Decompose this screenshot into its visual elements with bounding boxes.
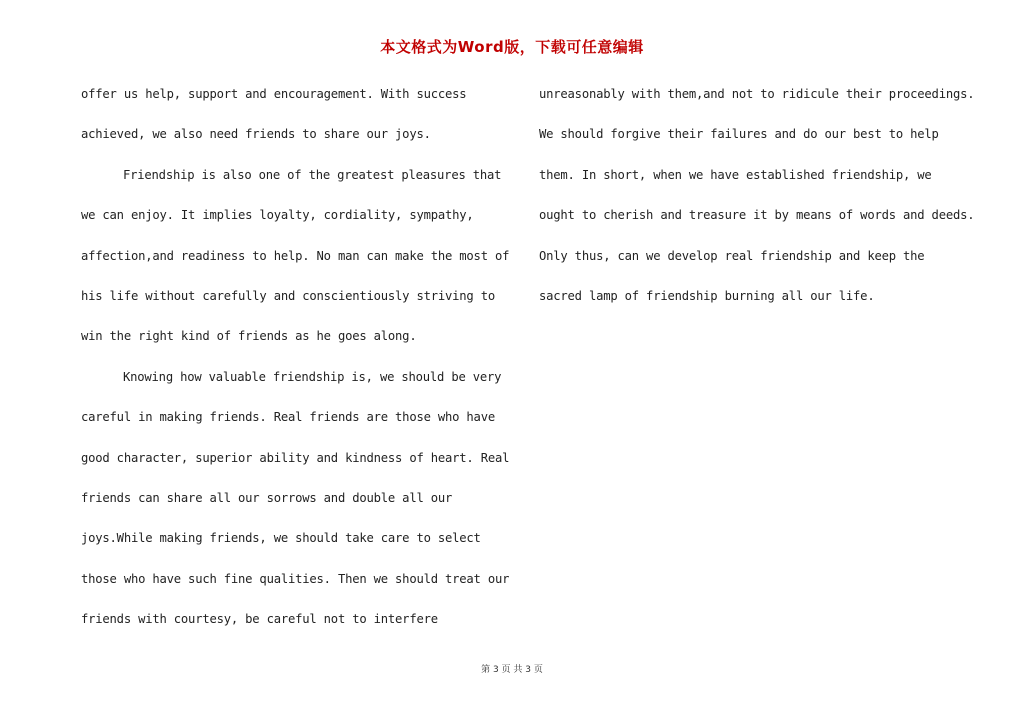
text-line: achieved, we also need friends to share our joys.	[81, 127, 431, 142]
text-line: win the right kind of friends as he goes along.	[81, 329, 417, 344]
text-line: Knowing how valuable friendship is, we should be very	[123, 369, 502, 384]
text-line: sacred lamp of friendship burning all our life.	[539, 288, 875, 303]
text-line: his life without carefully and conscientiously striving to	[81, 288, 495, 303]
text-line: those who have such fine qualities. Then we should treat our	[81, 571, 510, 586]
text-line: friends with courtesy, be careful not to interfere	[81, 612, 438, 627]
text-line: ought to cherish and treasure it by means of words and deeds.	[539, 208, 975, 223]
text-line: careful in making friends. Real friends are those who have	[81, 410, 495, 425]
text-line: joys.While making friends, we should take care to select	[81, 531, 481, 546]
text-line: affection,and readiness to help. No man can make the most of	[81, 248, 510, 263]
left-text-column	[81, 84, 510, 649]
page-footer: 第 3 页 共 3 页	[481, 665, 543, 675]
text-line: we can enjoy. It implies loyalty, cordiality, sympathy,	[81, 208, 474, 223]
text-line: Only thus, can we develop real friendship and keep the	[539, 248, 925, 263]
right-text-column	[539, 84, 975, 326]
text-line: unreasonably with them,and not to ridicule their proceedings.	[539, 87, 975, 101]
text-line: friends can share all our sorrows and double all our	[81, 490, 453, 505]
text-line: Friendship is also one of the greatest pleasures that	[123, 167, 502, 182]
page-banner: 本文格式为Word版，下载可任意编辑	[380, 38, 644, 56]
text-line: offer us help, support and encouragement. With success	[81, 87, 467, 101]
text-line: good character, superior ability and kindness of heart. Real	[81, 450, 510, 465]
text-line: We should forgive their failures and do our best to help	[539, 127, 939, 142]
text-line: them. In short, when we have established friendship, we	[539, 167, 932, 182]
